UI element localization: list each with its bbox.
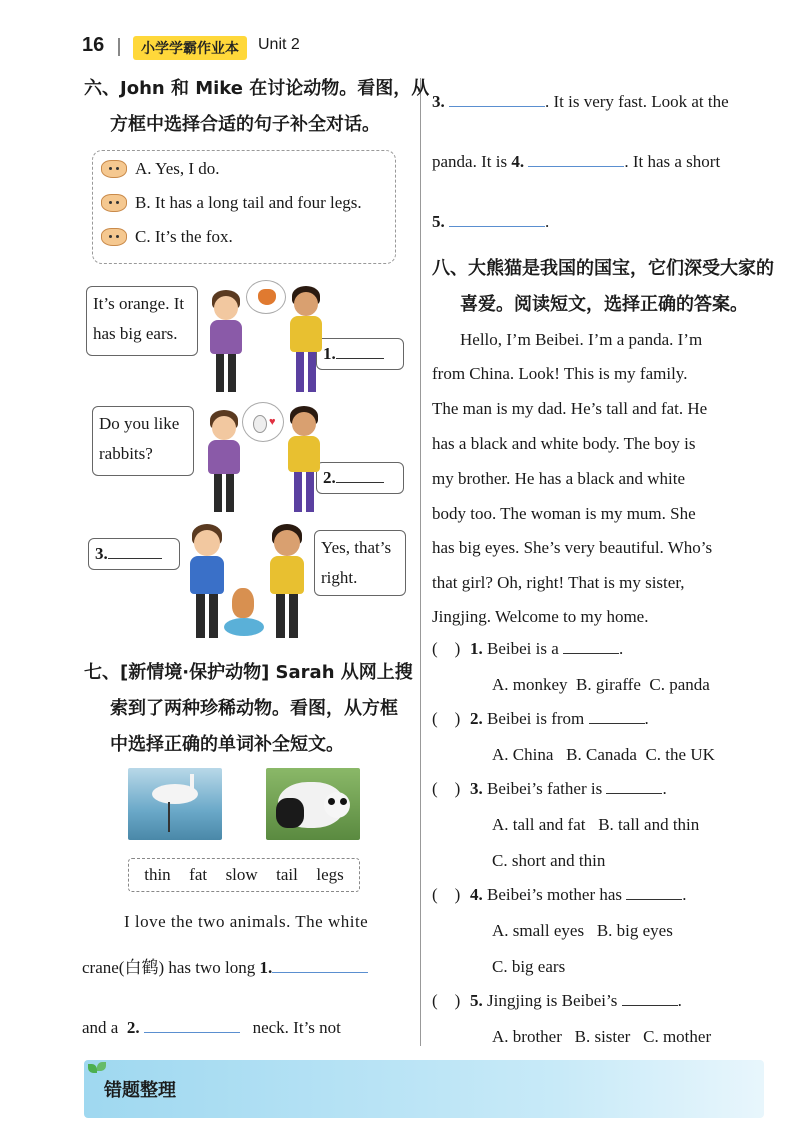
section6-title-line1: 六、John 和 Mike 在讨论动物。看图，从 <box>84 78 430 99</box>
passage-line-8: that girl? Oh, right! That is my sister, <box>432 573 685 592</box>
book-title: 小学学霸作业本 <box>133 36 247 60</box>
q2-choices <box>492 740 715 770</box>
dialog1-blank-number: 1. <box>323 344 336 363</box>
q4-choices-row2 <box>492 952 565 982</box>
q1-choice-a[interactable]: A. monkey <box>492 675 568 694</box>
passage-line-6: body too. The woman is my mum. She <box>432 504 696 523</box>
q3-stem: Beibei’s father is <box>487 779 603 798</box>
dialog2-blank-number: 2. <box>323 468 336 487</box>
passage-line-2: from China. Look! This is my family. <box>432 364 688 383</box>
q2-stem: Beibei is from <box>487 709 585 728</box>
mike-figure-2 <box>284 406 324 514</box>
passage-line-4: has a black and white body. The boy is <box>432 434 696 453</box>
q4-end: . <box>682 885 687 904</box>
john-figure-1 <box>206 290 246 394</box>
blank3-number: 3. <box>432 92 445 111</box>
q3-choices-row2 <box>492 846 605 876</box>
dialog3-blank-number: 3. <box>95 544 108 563</box>
q3-number: 3. <box>470 779 483 798</box>
leaf-icon <box>88 1062 108 1074</box>
option-a-text: A. Yes, I do. <box>135 159 220 178</box>
q1-choice-c[interactable]: C. panda <box>649 675 710 694</box>
word-tail: tail <box>276 865 298 884</box>
tiger-face-icon <box>101 160 127 178</box>
section7-para-line1: I love the two animals. The white <box>124 912 369 931</box>
blank3-input[interactable] <box>449 106 545 107</box>
section7-title-line3: 中选择正确的单词补全短文。 <box>110 734 344 755</box>
q1-number: 1. <box>470 639 483 658</box>
q1-choices <box>492 670 710 700</box>
passage-line-3: The man is my dad. He’s tall and fat. He <box>432 399 708 418</box>
page-number: 16 <box>82 34 105 56</box>
heart-icon: ♥ <box>269 416 276 428</box>
q1-end: . <box>619 639 624 658</box>
dialog3-right-bubble <box>314 530 406 596</box>
dialog2-right-bubble <box>316 462 404 494</box>
dialog1-left-bubble <box>86 286 198 356</box>
panda-photo <box>266 768 360 840</box>
header-divider <box>118 38 120 56</box>
word-slow: slow <box>225 865 258 884</box>
q2-number: 2. <box>470 709 483 728</box>
john-figure-2 <box>204 410 244 514</box>
q1-choice-b[interactable]: B. giraffe <box>576 675 641 694</box>
section7-title-text: 七、[新情境·保护动物] Sarah 从网上搜 <box>84 662 413 683</box>
rabbit-icon <box>253 415 267 433</box>
blank5-input[interactable] <box>449 226 545 227</box>
footer-title: 错题整理 <box>104 1080 176 1101</box>
word-legs: legs <box>316 865 344 884</box>
question-5 <box>432 986 682 1016</box>
dialog1-left-line1: It’s orange. It <box>93 294 185 313</box>
section7-right-line3 <box>432 204 549 239</box>
column-divider <box>420 78 421 1046</box>
q3-choices-row1 <box>492 810 699 840</box>
answer-paren-5[interactable]: ( ) <box>432 991 461 1010</box>
option-c-text: C. It’s the fox. <box>135 227 233 246</box>
mike-figure-1 <box>286 286 326 394</box>
question-2 <box>432 704 649 734</box>
word-fat: fat <box>189 865 208 884</box>
blank4-input[interactable] <box>528 166 624 167</box>
dialog3-right-line2: right. <box>321 568 358 587</box>
passage-line-9: Jingjing. Welcome to my home. <box>432 607 649 626</box>
q5-end: . <box>677 991 682 1010</box>
q1-stem: Beibei is a <box>487 639 559 658</box>
section7-right-line2-text-a: panda. It is <box>432 152 508 171</box>
answer-paren-4[interactable]: ( ) <box>432 885 461 904</box>
q3-choice-a[interactable]: A. tall and fat <box>492 815 586 834</box>
passage-line-5: my brother. He has a black and white <box>432 469 686 488</box>
section8-title-line1: 八、大熊猫是我国的国宝，它们深受大家的 <box>432 258 774 279</box>
section6-title-line2: 方框中选择合适的句子补全对话。 <box>110 114 380 135</box>
answer-paren-3[interactable]: ( ) <box>432 779 461 798</box>
blank1-number: 1. <box>259 958 273 977</box>
section7-right-line2-text-b: . It has a short <box>624 152 721 171</box>
blank2-number: 2. <box>126 1018 140 1037</box>
blank2-input[interactable] <box>144 1032 240 1033</box>
q5-choices <box>492 1022 711 1052</box>
q3-end: . <box>662 779 667 798</box>
dialog1-right-bubble <box>316 338 404 370</box>
question-3 <box>432 774 667 804</box>
q2-end: . <box>644 709 649 728</box>
option-b <box>101 193 362 213</box>
q2-choice-b[interactable]: B. Canada <box>566 745 637 764</box>
dialog3-right-line1: Yes, that’s <box>321 538 392 557</box>
section7-para-line3-text-b: neck. It’s not <box>252 1018 341 1037</box>
dialog2-answer-blank[interactable] <box>336 482 384 483</box>
q4-choices-row1 <box>492 916 673 946</box>
section7-title-line2: 索到了两种珍稀动物。看图，从方框 <box>110 698 398 719</box>
section8-title-line2: 喜爱。阅读短文，选择正确的答案。 <box>460 294 748 315</box>
section7-right-line3-text: . <box>545 212 550 231</box>
answer-paren-1[interactable]: ( ) <box>432 639 461 658</box>
section7-para-line2-text: crane(白鹤) has two long <box>82 958 256 977</box>
dialog3-answer-blank[interactable] <box>108 558 162 559</box>
q2-choice-a[interactable]: A. China <box>492 745 554 764</box>
word-thin: thin <box>144 865 171 884</box>
crane-photo <box>128 768 222 840</box>
q5-stem: Jingjing is Beibei’s <box>487 991 618 1010</box>
section7-right-line2 <box>432 144 720 179</box>
fox-icon <box>232 588 254 618</box>
section6-options-box <box>92 150 396 264</box>
dialog3-left-bubble <box>88 538 180 570</box>
fox-icon <box>258 289 276 305</box>
dialog1-answer-blank[interactable] <box>336 358 384 359</box>
q4-choice-c[interactable]: C. big ears <box>492 957 566 976</box>
mike-figure-3 <box>266 524 308 640</box>
passage-line-1: Hello, I’m Beibei. I’m a panda. I’m <box>460 330 703 349</box>
tiger-face-icon <box>101 228 127 246</box>
answer-paren-2[interactable]: ( ) <box>432 709 461 728</box>
unit-label: Unit 2 <box>258 36 300 53</box>
section7-title-line1 <box>84 656 413 690</box>
tiger-face-icon <box>101 194 127 212</box>
option-c <box>101 227 233 247</box>
blank1-input[interactable] <box>272 972 368 973</box>
dialog1-left-line2: has big ears. <box>93 324 178 343</box>
q5-choice-a[interactable]: A. brother <box>492 1027 562 1046</box>
section7-right-line1 <box>432 84 729 119</box>
footer-band <box>84 1060 764 1118</box>
fox-on-stand <box>224 588 264 638</box>
rabbit-thought-bubble <box>242 402 284 442</box>
blank5-number: 5. <box>432 212 445 231</box>
dialog2-left-bubble <box>92 406 194 476</box>
q4-number: 4. <box>470 885 483 904</box>
dialog2-left-line1: Do you like <box>99 414 180 433</box>
q4-stem: Beibei’s mother has <box>487 885 623 904</box>
dialog2-left-line2: rabbits? <box>99 444 153 463</box>
fox-thought-bubble <box>246 280 286 314</box>
q4-choice-b[interactable]: B. big eyes <box>596 921 673 940</box>
q3-choice-c[interactable]: C. short and thin <box>492 851 606 870</box>
blank4-number: 4. <box>511 152 525 171</box>
q5-choice-b[interactable]: B. sister <box>574 1027 631 1046</box>
option-b-text: B. It has a long tail and four legs. <box>135 193 362 212</box>
question-1 <box>432 634 623 664</box>
question-4 <box>432 880 687 910</box>
section7-para-line3 <box>82 1010 341 1045</box>
passage-line-7: has big eyes. She’s very beautiful. Who’s <box>432 538 713 557</box>
section7-para-line2 <box>82 950 368 985</box>
q4-choice-a[interactable]: A. small eyes <box>492 921 585 940</box>
word-bank-box <box>128 858 360 892</box>
q5-number: 5. <box>470 991 483 1010</box>
q5-choice-c[interactable]: C. mother <box>643 1027 712 1046</box>
section7-right-line1-text: . It is very fast. Look at the <box>545 92 729 111</box>
section7-para-line3-text-a: and a <box>82 1018 119 1037</box>
option-a <box>101 159 220 179</box>
john-figure-3 <box>186 524 228 640</box>
q3-choice-b[interactable]: B. tall and thin <box>598 815 700 834</box>
q2-choice-c[interactable]: C. the UK <box>645 745 715 764</box>
